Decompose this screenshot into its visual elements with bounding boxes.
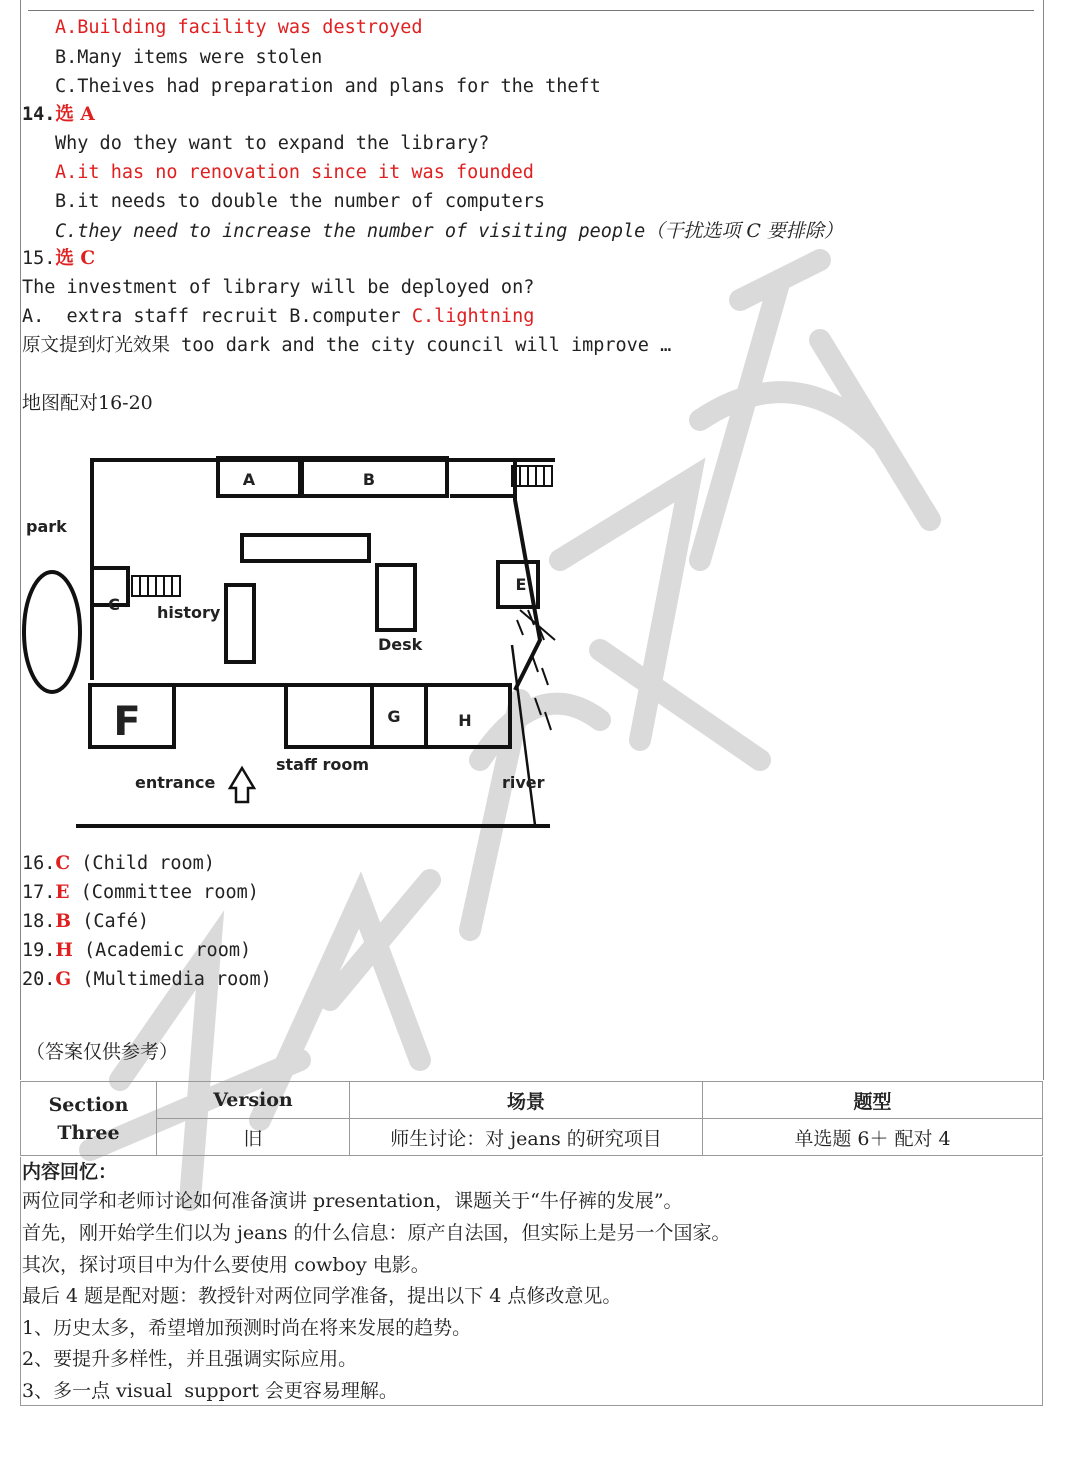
q13-option-c: C.Theives had preparation and plans for the theft (55, 76, 601, 97)
answer-18-letter: B (55, 911, 72, 932)
answer-20-text: (Multimedia room) (71, 969, 272, 990)
header-version: Version (157, 1082, 350, 1119)
reference-note: （答案仅供参考） (26, 1041, 179, 1063)
q15-answer: 选 C (55, 248, 96, 269)
recall-line-1: 两位同学和老师讨论如何准备演讲 presentation，课题关于“牛仔裤的发展”。 (22, 1190, 683, 1212)
recall-line-4: 最后 4 题是配对题：教授针对两位同学准备，提出以下 4 点修改意见。 (22, 1285, 622, 1307)
map-label-park: park (26, 517, 67, 536)
answer-20 (22, 968, 272, 992)
answer-16-num: 16. (22, 853, 56, 874)
value-type: 单选题 6＋ 配对 4 (703, 1119, 1043, 1156)
q15-number: 15. (22, 248, 56, 269)
answer-16 (22, 852, 215, 876)
answer-16-text: (Child room) (70, 853, 215, 874)
map-label-b: B (362, 470, 376, 489)
recall-line-5: 1、历史太多，希望增加预测时尚在将来发展的趋势。 (22, 1317, 472, 1339)
section-label-1: Section (48, 1093, 129, 1116)
map-label-e: E (515, 575, 527, 594)
answer-19-text: (Academic room) (72, 940, 252, 961)
value-scene: 师生讨论：对 jeans 的研究项目 (350, 1119, 703, 1156)
q14-option-c-text: C.they need to increase the number of visiting people (55, 221, 646, 242)
recall-line-2: 首先，刚开始学生们以为 jeans 的什么信息：原产自法国，但实际上是另一个国家。 (22, 1222, 731, 1244)
q14-question: Why do they want to expand the library? (55, 133, 490, 154)
answer-18-text: (Café) (71, 911, 150, 932)
map-label-a: A (242, 470, 256, 489)
q14-option-c-note: （干扰选项 C 要排除） (645, 220, 843, 242)
answer-17-num: 17. (22, 882, 56, 903)
recall-title: 内容回忆： (22, 1161, 118, 1183)
answer-17 (22, 881, 259, 905)
q15-options (22, 305, 534, 329)
map-heading: 地图配对16-20 (22, 392, 153, 414)
answer-17-letter: E (55, 882, 70, 903)
q13-option-a: A.Building facility was destroyed (55, 17, 423, 38)
answer-20-letter: G (55, 969, 72, 990)
map-label-g: G (387, 707, 401, 726)
answer-17-text: (Committee room) (69, 882, 259, 903)
q13-option-b: B.Many items were stolen (55, 47, 323, 68)
map-label-desk: Desk (378, 635, 423, 654)
q14-option-b: B.it needs to double the number of computers (55, 191, 546, 212)
q15-note: 原文提到灯光效果 too dark and the city council will improve … (22, 335, 672, 356)
map-label-history: history (157, 603, 221, 622)
answer-19-num: 19. (22, 940, 56, 961)
value-version: 旧 (157, 1119, 350, 1156)
answer-18-num: 18. (22, 911, 56, 932)
map-label-staff-room: staff room (276, 755, 370, 774)
map-label-entrance: entrance (135, 773, 216, 792)
header-scene: 场景 (350, 1082, 703, 1119)
answer-19-letter: H (55, 940, 73, 961)
map-label-c: C (108, 595, 120, 614)
section-label-cell (21, 1082, 157, 1156)
answer-18 (22, 910, 149, 934)
q15-header (22, 247, 95, 271)
map-label-river: river (502, 773, 545, 792)
q14-option-a: A.it has no renovation since it was founded (55, 162, 534, 183)
q14-answer: 选 A (55, 104, 95, 125)
q14-number: 14. (22, 104, 56, 125)
section-table (20, 1081, 1043, 1156)
recall-line-6: 2、要提升多样性，并且强调实际应用。 (22, 1348, 358, 1370)
q15-options-ab: A. extra staff recruit B.computer (22, 306, 412, 327)
map-label-f: F (113, 699, 141, 745)
recall-line-3: 其次，探讨项目中为什么要使用 cowboy 电影。 (22, 1254, 430, 1276)
q15-question: The investment of library will be deployed on? (22, 277, 535, 298)
header-type: 题型 (703, 1082, 1043, 1119)
recall-line-7: 3、多一点 visual support 会更容易理解。 (22, 1380, 398, 1402)
answer-19 (22, 939, 251, 963)
answer-16-letter: C (55, 853, 71, 874)
answer-20-num: 20. (22, 969, 56, 990)
section-label-2: Three (57, 1121, 120, 1144)
q14-header (22, 103, 95, 127)
library-map (20, 440, 560, 840)
map-label-h: H (458, 711, 472, 730)
q15-option-c: C.lightning (411, 306, 535, 327)
q14-option-c (55, 219, 843, 244)
